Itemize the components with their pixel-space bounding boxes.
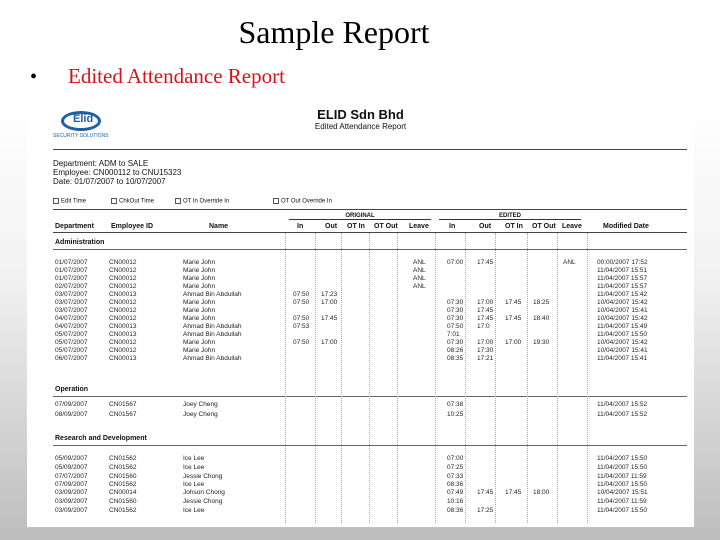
table-cell: 02/07/2007 (55, 283, 88, 290)
bullet-icon: • (30, 66, 38, 88)
table-cell: CN00013 (109, 355, 137, 362)
table-cell: CN00012 (109, 267, 137, 274)
column-header-rule (53, 232, 687, 233)
table-cell: 07/09/2007 (55, 481, 88, 488)
legend-item: ChkOut Time (111, 198, 154, 205)
logo-tagline: SECURITY SOLUTIONS (53, 133, 109, 139)
column-separator (397, 233, 398, 523)
table-cell: Ice Lee (183, 464, 205, 471)
table-cell: 04/07/2007 (55, 323, 88, 330)
table-cell: 10/04/2007 15:41 (597, 307, 648, 314)
column-header: Name (209, 223, 229, 230)
table-cell: 07:30 (447, 307, 464, 314)
table-cell: 17:30 (477, 347, 494, 354)
table-cell: Ahmad Bin Abdullah (183, 323, 242, 330)
section-rule (53, 249, 687, 250)
table-cell: CN00013 (109, 323, 137, 330)
column-header: In (449, 223, 456, 230)
table-cell: Jessie Chong (183, 473, 223, 480)
table-cell: 11/04/2007 15:50 (597, 481, 648, 488)
table-cell: 08:26 (447, 347, 464, 354)
table-cell: 07:53 (293, 323, 310, 330)
table-cell: CN00012 (109, 259, 137, 266)
table-cell: 03/07/2007 (55, 291, 88, 298)
company-name: ELID Sdn Bhd (317, 107, 404, 122)
table-cell: 7:01 (447, 331, 460, 338)
table-cell: 17:45 (477, 489, 494, 496)
table-cell: CN00013 (109, 291, 137, 298)
table-cell: 18:25 (533, 299, 550, 306)
table-cell: 03/09/2007 (55, 507, 88, 514)
table-cell: Marie John (183, 307, 216, 314)
table-cell: CN00012 (109, 275, 137, 282)
column-header: In (297, 223, 304, 230)
table-cell: 07:30 (447, 339, 464, 346)
table-cell: 08:36 (447, 507, 464, 514)
table-cell: 17:00 (477, 339, 494, 346)
table-cell: 07:38 (447, 401, 464, 408)
table-cell: 11/04/2007 15:57 (597, 283, 648, 290)
legend-box-icon (273, 198, 279, 204)
table-row (53, 473, 687, 480)
table-cell: 01/07/2007 (55, 275, 88, 282)
table-row (53, 307, 687, 314)
meta-line: Date: 01/07/2007 to 10/07/2007 (53, 177, 166, 186)
table-row (53, 267, 687, 274)
table-cell: 10/04/2007 15:41 (597, 347, 648, 354)
table-cell: CN01560 (109, 473, 137, 480)
table-cell: 08/09/2007 (55, 411, 88, 418)
table-cell: 11/04/2007 11:59 (597, 498, 647, 505)
table-cell: CN00012 (109, 347, 137, 354)
table-cell: 07:50 (447, 323, 464, 330)
table-row (53, 355, 687, 362)
section-heading: Administration (55, 239, 105, 246)
table-cell: 08:35 (447, 355, 464, 362)
table-row (53, 489, 687, 496)
table-cell: 17:45 (505, 315, 522, 322)
group-header-original: ORIGINAL (285, 213, 435, 222)
table-row (53, 347, 687, 354)
table-cell: 07:30 (447, 315, 464, 322)
table-cell: 07:50 (293, 291, 310, 298)
report-image (27, 99, 694, 527)
table-cell: 07:00 (447, 455, 464, 462)
table-cell: 07:33 (447, 473, 464, 480)
table-cell: 11/04/2007 11:59 (597, 473, 647, 480)
column-separator (435, 233, 436, 523)
table-row (53, 481, 687, 488)
table-cell: 18:00 (533, 489, 550, 496)
table-cell: CN00012 (109, 307, 137, 314)
table-cell: Ice Lee (183, 481, 205, 488)
table-row (53, 283, 687, 290)
table-cell: CN00014 (109, 489, 137, 496)
table-cell: Marie John (183, 259, 216, 266)
table-cell: 17:21 (477, 355, 494, 362)
meta-line: Employee: CN000112 to CNU15323 (53, 168, 182, 177)
table-cell: 19:30 (533, 339, 550, 346)
table-cell: 17:45 (477, 259, 494, 266)
table-cell: 17:23 (321, 291, 338, 298)
column-header: Leave (409, 223, 429, 230)
table-cell: 07:50 (293, 299, 310, 306)
column-separator (285, 233, 286, 523)
table-cell: 11/04/2007 15:42 (597, 291, 648, 298)
table-cell: 03/07/2007 (55, 307, 88, 314)
table-cell: 17:45 (505, 489, 522, 496)
table-cell: 00:00/2007 17:52 (597, 259, 648, 266)
table-cell: 01/07/2007 (55, 259, 88, 266)
table-cell: 11/04/2007 15:50 (597, 455, 648, 462)
column-header: Employee ID (111, 223, 154, 230)
table-cell: 07:49 (447, 489, 464, 496)
table-cell: 05/07/2007 (55, 339, 88, 346)
table-cell: 07/07/2007 (55, 473, 88, 480)
column-header: Out (325, 223, 338, 230)
table-cell: 10:16 (447, 498, 464, 505)
table-row (53, 507, 687, 514)
table-row (53, 464, 687, 471)
table-cell: 04/07/2007 (55, 315, 88, 322)
legend-item: OT Out Override In (273, 198, 332, 205)
table-cell: CN01567 (109, 401, 137, 408)
table-cell: 03/07/2007 (55, 299, 88, 306)
table-cell: 17:25 (477, 507, 494, 514)
table-cell: Joey Cheng (183, 401, 218, 408)
legend-item: OT In Override In (175, 198, 229, 205)
table-cell: 07:00 (447, 259, 464, 266)
group-header-edited: EDITED (435, 213, 585, 222)
table-cell: 17:45 (477, 307, 494, 314)
table-cell: CN00012 (109, 339, 137, 346)
table-cell: Marie John (183, 275, 216, 282)
table-cell: Ice Lee (183, 455, 205, 462)
table-cell: Jessie Chong (183, 498, 223, 505)
table-cell: 06/07/2007 (55, 355, 88, 362)
column-header: OT Out (532, 223, 556, 230)
table-cell: 11/04/2007 15:50 (597, 507, 648, 514)
table-cell: 01/07/2007 (55, 267, 88, 274)
table-row (53, 331, 687, 338)
table-cell: CN01567 (109, 411, 137, 418)
table-cell: ANL (413, 259, 426, 266)
report-subtitle: Edited Attendance Report (314, 122, 407, 131)
table-cell: 11/04/2007 15:57 (597, 275, 648, 282)
table-cell: Marie John (183, 267, 216, 274)
table-cell: CN01562 (109, 455, 137, 462)
table-cell: 08:36 (447, 481, 464, 488)
table-cell: 18:40 (533, 315, 550, 322)
table-row (53, 455, 687, 462)
table-cell: 07:50 (293, 315, 310, 322)
table-row (53, 275, 687, 282)
section-heading: Operation (55, 386, 89, 393)
column-header: Out (479, 223, 492, 230)
section-rule (53, 396, 687, 397)
table-cell: 17:45 (505, 299, 522, 306)
table-cell: ANL (563, 259, 576, 266)
section-rule (53, 445, 687, 446)
table-top-rule (53, 209, 687, 210)
column-separator (341, 233, 342, 523)
table-cell: Ice Lee (183, 507, 205, 514)
table-cell: 10:25 (447, 411, 464, 418)
table-cell: CN01562 (109, 507, 137, 514)
table-cell: ANL (413, 275, 426, 282)
table-cell: CN01562 (109, 481, 137, 488)
column-separator (557, 233, 558, 523)
logo-text: Elid (73, 113, 94, 125)
table-cell: 10/04/2007 15:42 (597, 339, 648, 346)
table-cell: 11/04/2007 15:52 (597, 401, 648, 408)
table-cell: ANL (413, 283, 426, 290)
table-cell: 07:30 (447, 299, 464, 306)
legend-box-icon (175, 198, 181, 204)
table-cell: 07:50 (293, 339, 310, 346)
table-cell: CN00012 (109, 299, 137, 306)
header-rule (53, 149, 687, 150)
table-cell: CN00012 (109, 283, 137, 290)
table-cell: 17:45 (477, 315, 494, 322)
table-cell: 05/07/2007 (55, 347, 88, 354)
table-row (53, 259, 687, 266)
table-cell: 17:45 (321, 315, 338, 322)
table-row (53, 498, 687, 505)
legend-item: Edit Time (53, 198, 86, 205)
column-header: Department (55, 223, 94, 230)
table-cell: 10/04/2007 15:42 (597, 299, 648, 306)
column-header: OT Out (374, 223, 398, 230)
table-cell: 11/04/2007 15:50 (597, 464, 648, 471)
table-cell: 05/09/2007 (55, 455, 88, 462)
legend-box-icon (111, 198, 117, 204)
table-cell: 11/04/2007 15:41 (597, 355, 648, 362)
column-header: Modified Date (603, 223, 649, 230)
table-cell: 11/04/2007 15:52 (597, 411, 648, 418)
table-cell: 07:25 (447, 464, 464, 471)
column-separator (315, 233, 316, 523)
table-cell: Ahmad Bin Abdullah (183, 331, 242, 338)
table-cell: Marie John (183, 283, 216, 290)
legend-box-icon (53, 198, 59, 204)
table-cell: 10/04/2007 15:51 (597, 489, 648, 496)
table-cell: 05/07/2007 (55, 331, 88, 338)
table-row (53, 401, 687, 408)
table-row (53, 315, 687, 322)
table-cell: 10/04/2007 15:42 (597, 315, 648, 322)
table-cell: 11/04/2007 15:49 (597, 323, 648, 330)
table-cell: ANL (413, 267, 426, 274)
column-header: OT In (505, 223, 523, 230)
table-row (53, 339, 687, 346)
table-cell: 17:00 (321, 299, 338, 306)
table-cell: CN00012 (109, 315, 137, 322)
table-cell: Ahmad Bin Abdullah (183, 355, 242, 362)
column-header: Leave (562, 223, 582, 230)
table-cell: Ahmad Bin Abdullah (183, 291, 242, 298)
slide-title: Sample Report (238, 14, 430, 50)
table-cell: Marie John (183, 299, 216, 306)
table-cell: 05/09/2007 (55, 464, 88, 471)
column-separator (369, 233, 370, 523)
column-header: OT In (347, 223, 365, 230)
column-separator (587, 233, 588, 523)
table-cell: 17:00 (321, 339, 338, 346)
table-cell: 11/04/2007 15:50 (597, 331, 648, 338)
table-cell: Marie John (183, 347, 216, 354)
table-cell: 11/04/2007 15:51 (597, 267, 648, 274)
column-separator (465, 233, 466, 523)
table-cell: CN01562 (109, 464, 137, 471)
table-cell: 17:00 (505, 339, 522, 346)
table-cell: Joey Cheng (183, 411, 218, 418)
table-cell: 03/09/2007 (55, 489, 88, 496)
table-cell: 17:0 (477, 323, 490, 330)
table-cell: CN00013 (109, 331, 137, 338)
table-cell: 03/09/2007 (55, 498, 88, 505)
table-row (53, 411, 687, 418)
table-cell: 07/09/2007 (55, 401, 88, 408)
meta-line: Department: ADM to SALE (53, 159, 149, 168)
column-separator (495, 233, 496, 523)
column-separator (527, 233, 528, 523)
table-cell: Marie John (183, 315, 216, 322)
table-cell: Marie John (183, 339, 216, 346)
table-cell: 17:00 (477, 299, 494, 306)
table-row (53, 299, 687, 306)
table-row (53, 291, 687, 298)
table-cell: Johson Chong (183, 489, 225, 496)
section-heading: Research and Development (55, 435, 147, 442)
table-cell: CN01560 (109, 498, 137, 505)
table-row (53, 323, 687, 330)
bullet-text: Edited Attendance Report (68, 64, 285, 88)
